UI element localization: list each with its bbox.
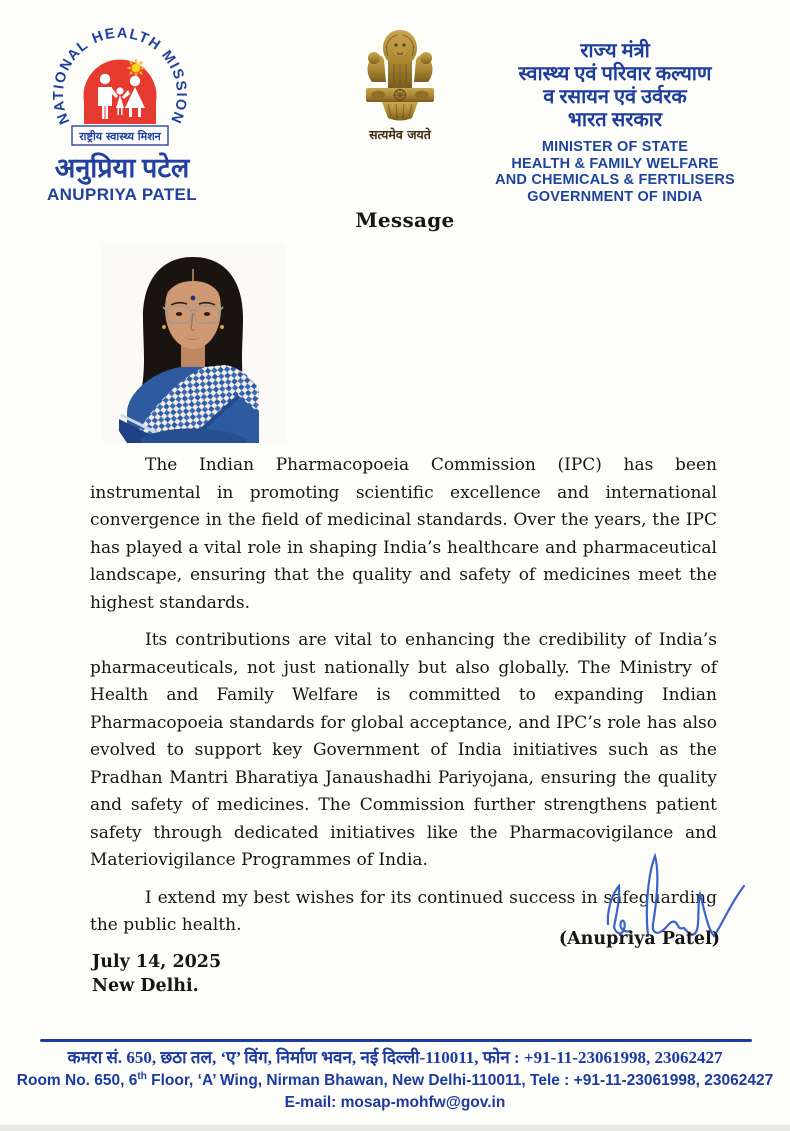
office-english-line: AND CHEMICALS & FERTILISERS bbox=[495, 172, 735, 188]
footer-email: E-mail: mosap-mohfw@gov.in bbox=[284, 1094, 506, 1111]
scan-bottom-edge bbox=[0, 1125, 790, 1131]
nhm-circle-text: NATIONAL HEALTH MISSION bbox=[50, 25, 190, 127]
paragraph: I extend my best wishes for its continued success in safeguarding the public health. bbox=[90, 887, 717, 935]
minister-portrait-photo bbox=[101, 243, 285, 443]
nhm-logo-icon bbox=[44, 24, 196, 156]
message-title: Message bbox=[355, 208, 455, 232]
office-hindi-line: स्वास्थ्य एवं परिवार कल्याण bbox=[518, 63, 712, 85]
office-hindi-line: व रसायन एवं उर्वरक bbox=[543, 86, 687, 108]
footer-ordinal-sup: th bbox=[137, 1070, 147, 1082]
paragraph: Its contributions are vital to enhancing the credibility of India’s pharmaceuticals, not just nationally but also globally. The Ministry of Health and Family Welfare is committed to expanding Indian Pharmacopoeia standards for global acceptance, and IPC’s role has also evolved to support key Government of India initiatives such as the Pradhan Mantri Bharatiya Janaushadhi Pariyojana, ensuring the quality and safety of medicines. The Commission further strengthens patient safety through dedicated initiatives like the Pharmacovigilance and Materiovigilance Programmes of India. bbox=[90, 630, 717, 870]
office-english-line: GOVERNMENT OF INDIA bbox=[527, 188, 703, 205]
office-hindi-line: राज्य मंत्री bbox=[580, 40, 650, 62]
minister-name-hindi: अनुप्रिया पटेल bbox=[54, 153, 190, 183]
footer-address-part: Room No. 650, 6 bbox=[16, 1072, 138, 1089]
date-text: July 14, 2025 bbox=[92, 952, 222, 972]
dateline bbox=[92, 951, 221, 998]
india-emblem-icon bbox=[352, 24, 448, 126]
footer bbox=[0, 1046, 790, 1114]
footer-address-english bbox=[0, 1070, 790, 1092]
office-english-line: MINISTER OF STATE bbox=[541, 139, 689, 155]
emblem-motto: सत्यमेव जयते bbox=[369, 127, 431, 142]
paragraph: The Indian Pharmacopoeia Commission (IPC) has been instrumental in promoting scientific excellence and international convergence in the field of medicinal standards. Over the years, the IPC has played a vital role in shaping India’s healthcare and pharmaceutical landscape, ensuring that the quality and safety of medicines meet the highest standards. bbox=[90, 455, 717, 613]
footer-address-part: Floor, ‘A’ Wing, Nirman Bhawan, New Delhi-110011, Tele : +91-11-23061998, 23062427 bbox=[146, 1072, 774, 1089]
office-english-line: HEALTH & FAMILY WELFARE bbox=[511, 155, 719, 172]
minister-name-english: ANUPRIYA PATEL bbox=[46, 185, 198, 204]
office-hindi-line: भारत सरकार bbox=[567, 109, 663, 131]
footer-address-hindi: कमरा सं. 650, छठा तल, ‘ए’ विंग, निर्माण भवन, नई दिल्ली-110011, फोन : +91-11-23061998, 23062427 bbox=[67, 1048, 723, 1067]
office-block bbox=[462, 40, 768, 205]
nhm-label-hindi: राष्ट्रीय स्वास्थ्य मिशन bbox=[79, 130, 161, 143]
footer-divider bbox=[40, 1039, 752, 1042]
sun-icon bbox=[127, 59, 145, 77]
signatory-name: (Anupriya Patel) bbox=[558, 929, 720, 949]
place-text: New Delhi. bbox=[92, 975, 199, 996]
